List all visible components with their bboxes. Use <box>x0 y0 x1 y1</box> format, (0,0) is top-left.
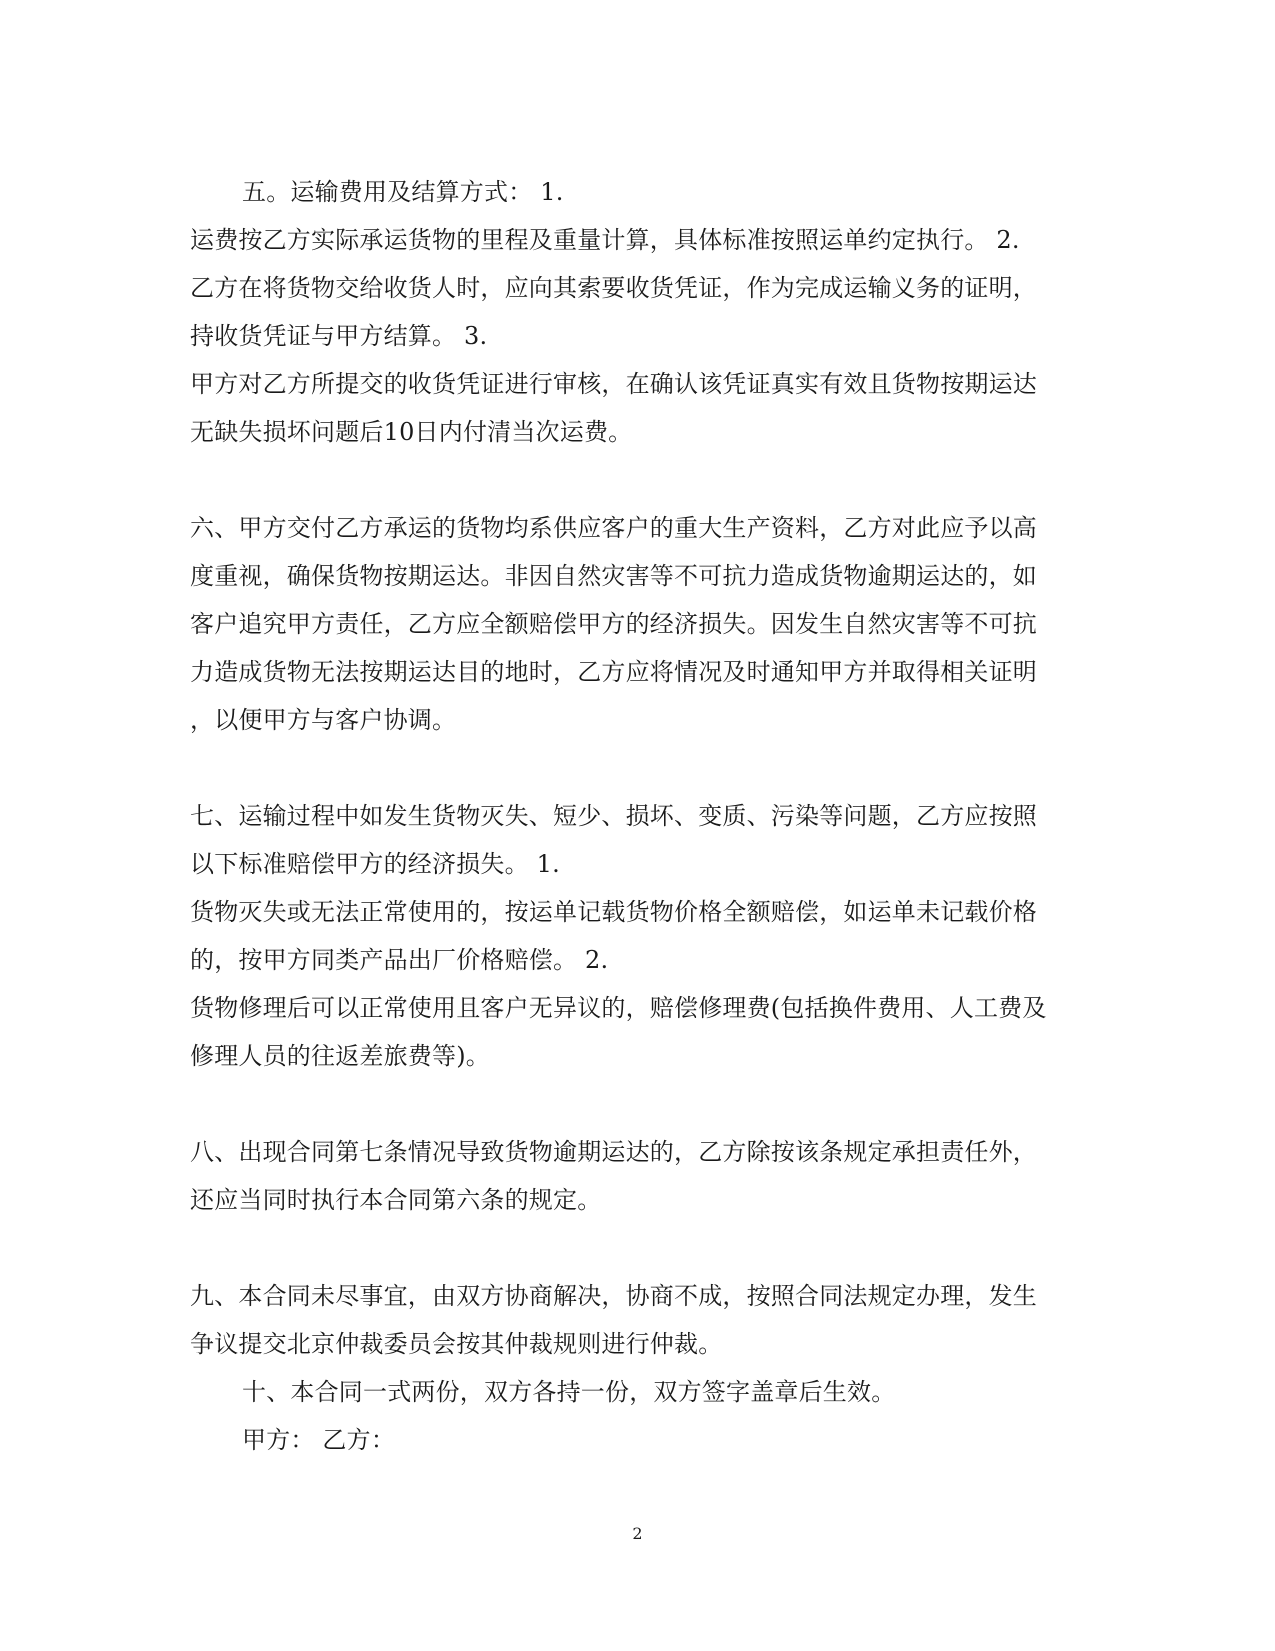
text-line: 无缺失损坏问题后10日内付清当次运费。 <box>190 418 633 446</box>
section-7-text: 七、运输过程中如发生货物灭失、短少、损坏、变质、污染等问题，乙方应按照 <box>190 802 1037 830</box>
signature-line: 甲方： 乙方： <box>242 1426 396 1454</box>
section-10-text: 十、本合同一式两份，双方各持一份，双方签字盖章后生效。 <box>242 1378 896 1406</box>
page-number: 2 <box>632 1524 643 1543</box>
text-line: 货物修理后可以正常使用且客户无异议的，赔偿修理费(包括换件费用、人工费及 <box>190 994 1047 1022</box>
text-line: 争议提交北京仲裁委员会按其仲裁规则进行仲裁。 <box>190 1330 723 1358</box>
text-line: 的，按甲方同类产品出厂价格赔偿。 2. <box>190 946 609 974</box>
paragraph-gap <box>190 1224 1080 1272</box>
text-line: 客户追究甲方责任，乙方应全额赔偿甲方的经济损失。因发生自然灾害等不可抗 <box>190 610 1037 638</box>
section-8-text: 八、出现合同第七条情况导致货物逾期运达的，乙方除按该条规定承担责任外， <box>190 1138 1037 1166</box>
text-line: 力造成货物无法按期运达目的地时，乙方应将情况及时通知甲方并取得相关证明 <box>190 658 1037 686</box>
text-line: 修理人员的往返差旅费等)。 <box>190 1042 490 1070</box>
text-line: 乙方在将货物交给收货人时，应向其索要收货凭证，作为完成运输义务的证明， <box>190 274 1037 302</box>
text-line: 以下标准赔偿甲方的经济损失。 1. <box>190 850 560 878</box>
paragraph-gap <box>190 1080 1080 1128</box>
paragraph-gap <box>190 744 1080 792</box>
text-line: ，以便甲方与客户协调。 <box>190 706 457 734</box>
section-6-text: 六、甲方交付乙方承运的货物均系供应客户的重大生产资料，乙方对此应予以高 <box>190 514 1037 542</box>
text-line: 度重视，确保货物按期运达。非因自然灾害等不可抗力造成货物逾期运达的，如 <box>190 562 1037 590</box>
section-9-text: 九、本合同未尽事宜，由双方协商解决，协商不成，按照合同法规定办理，发生 <box>190 1282 1037 1310</box>
text-line: 持收货凭证与甲方结算。 3. <box>190 322 488 350</box>
text-line: 货物灭失或无法正常使用的，按运单记载货物价格全额赔偿，如运单未记载价格 <box>190 898 1037 926</box>
text-line: 甲方对乙方所提交的收货凭证进行审核，在确认该凭证真实有效且货物按期运达 <box>190 370 1037 398</box>
section-5-heading: 五。运输费用及结算方式： 1. <box>242 178 564 206</box>
text-line: 运费按乙方实际承运货物的里程及重量计算，具体标准按照运单约定执行。 2. <box>190 226 1020 254</box>
document-body <box>190 168 1080 1464</box>
paragraph-gap <box>190 456 1080 504</box>
text-line: 还应当同时执行本合同第六条的规定。 <box>190 1186 602 1214</box>
